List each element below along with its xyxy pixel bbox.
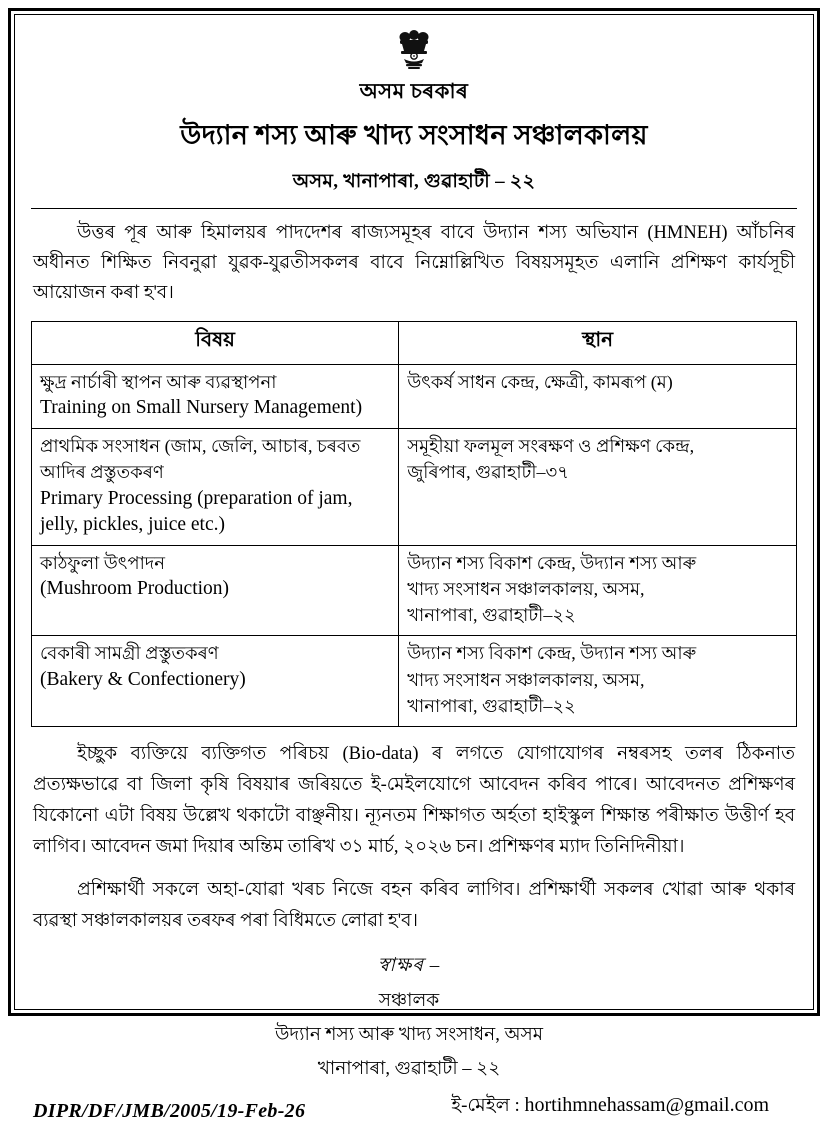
signatory-department: উদ্যান শস্য আৰু খাদ্য সংসাধন, অসম xyxy=(275,1025,543,1046)
subject-assamese: বেকাৰী সামগ্ৰী প্ৰস্তুতকৰণ xyxy=(40,643,219,664)
reference-number: DIPR/DF/JMB/2005/19-Feb-26 xyxy=(33,1100,306,1123)
venue-line: উদ্যান শস্য বিকাশ কেন্দ্ৰ, উদ্যান শস্য আৰু xyxy=(407,643,697,664)
table-row xyxy=(32,429,797,546)
table-row xyxy=(32,546,797,636)
footer xyxy=(31,1085,797,1123)
subject-english: Primary Processing (preparation of jam, jelly, pickles, juice etc.) xyxy=(40,487,353,535)
table-header-row xyxy=(32,321,797,364)
signatory-address: খানাপাৰা, গুৱাহাটী – ২২ xyxy=(317,1059,501,1080)
table-row xyxy=(32,636,797,726)
header-divider xyxy=(31,208,797,209)
department-title: উদ্যান শস্য আৰু খাদ্য সংসাধন সঞ্চালকালয় xyxy=(180,120,648,150)
subject-english: Training on Small Nursery Management) xyxy=(40,397,363,418)
cell-venue xyxy=(399,429,797,546)
column-header-venue: স্থান xyxy=(399,321,797,364)
venue-line: খাদ্য সংসাধন সঞ্চালকালয়, অসম, xyxy=(407,579,645,600)
subject-assamese: ক্ষুদ্ৰ নাৰ্চাৰী স্থাপন আৰু ব্যৱস্থাপনা xyxy=(40,371,277,392)
cell-subject xyxy=(32,429,399,546)
government-line: অসম চৰকাৰ xyxy=(359,79,469,103)
inner-border xyxy=(14,14,814,1123)
cell-subject xyxy=(32,546,399,636)
signature-script: স্বাক্ষৰ – xyxy=(377,955,441,977)
subject-english: (Bakery & Confectionery) xyxy=(40,668,246,690)
subject-assamese: কাঠফুলা উৎপাদন xyxy=(40,553,165,574)
venue-line: খানাপাৰা, গুৱাহাটী–২২ xyxy=(407,695,576,716)
signature-block xyxy=(31,951,797,1085)
state-emblem-icon xyxy=(392,25,436,71)
venue-line: উদ্যান শস্য বিকাশ কেন্দ্ৰ, উদ্যান শস্য আৰু xyxy=(407,553,697,574)
cell-venue xyxy=(399,546,797,636)
expenses-paragraph: প্ৰশিক্ষাৰ্থী সকলে অহা-যোৱা খৰচ নিজে বহন কৰিব লাগিব। প্ৰশিক্ষাৰ্থী সকলৰ খোৱা আৰু থকাৰ ব্যৱস্থা সঞ্চালকালয়ৰ তৰফৰ পৰা বিধিমতে লোৱা হ'ব। xyxy=(33,880,795,932)
venue-line: সমূহীয়া ফলমূল সংৰক্ষণ ও প্ৰশিক্ষণ কেন্দ্ৰ, xyxy=(407,436,695,457)
email-label: ই-মেইল : xyxy=(451,1095,520,1117)
venue-line: উৎকৰ্ষ সাধন কেন্দ্ৰ, ক্ষেত্ৰী, কামৰূপ (ম) xyxy=(407,371,673,392)
application-paragraph: ইচ্ছুক ব্যক্তিয়ে ব্যক্তিগত পৰিচয় (Bio-data) ৰ লগতে যোগাযোগৰ নম্বৰসহ তলৰ ঠিকনাত প্ৰত্যক্ষভাৱে বা জিলা কৃষি বিষয়াৰ জৰিয়তে ই-মেইলযোগে আবেদন কৰিব পাৰে। আবেদনত প্ৰশিক্ষণৰ যিকোনো এটা বিষয় উল্লেখ থকাটো বাঞ্ছনীয়। ন্যূনতম শিক্ষাগত অৰ্হতা হাইস্কুল শিক্ষান্ত পৰীক্ষাত উত্তীৰ্ণ হব লাগিব। আবেদন জমা দিয়াৰ অন্তিম তাৰিখ ৩১ মাৰ্চ, ২০২৬ চন। প্ৰশিক্ষণৰ ম্যাদ তিনিদিনীয়া। xyxy=(33,743,795,857)
venue-line: খানাপাৰা, গুৱাহাটী–২২ xyxy=(407,605,576,626)
subject-english: (Mushroom Production) xyxy=(40,578,230,600)
email-address[interactable]: hortihmnehassam@gmail.com xyxy=(524,1094,769,1117)
training-table xyxy=(31,321,797,727)
table-row xyxy=(32,364,797,428)
signatory-designation: সঞ্চালক xyxy=(378,991,440,1012)
cell-venue xyxy=(399,364,797,428)
outer-border xyxy=(8,8,820,1123)
cell-subject xyxy=(32,364,399,428)
column-header-subject: বিষয় xyxy=(32,321,399,364)
emblem-container xyxy=(31,25,797,71)
venue-line: খাদ্য সংসাধন সঞ্চালকালয়, অসম, xyxy=(407,669,645,690)
venue-line: জুৰিপাৰ, গুৱাহাটী–৩৭ xyxy=(407,462,569,483)
email-line xyxy=(451,1091,795,1123)
intro-paragraph: উত্তৰ পূৰ আৰু হিমালয়ৰ পাদদেশৰ ৰাজ্যসমূহৰ বাবে উদ্যান শস্য অভিযান (HMNEH) আঁচনিৰ অধীনত শিক্ষিত নিবনুৱা যুৱক-যুৱতীসকলৰ বাবে নিম্নোল্লিখিত বিষয়সমূহত এলানি প্ৰশিক্ষণ কাৰ্যসূচী আয়োজন কৰা হ'ব। xyxy=(33,223,795,303)
cell-venue xyxy=(399,636,797,726)
cell-subject xyxy=(32,636,399,726)
office-address: অসম, খানাপাৰা, গুৱাহাটী – ২২ xyxy=(292,171,536,192)
subject-assamese: প্ৰাথমিক সংসাধন (জাম, জেলি, আচাৰ, চৰবত আদিৰ প্ৰস্তুতকৰণ xyxy=(40,436,361,483)
